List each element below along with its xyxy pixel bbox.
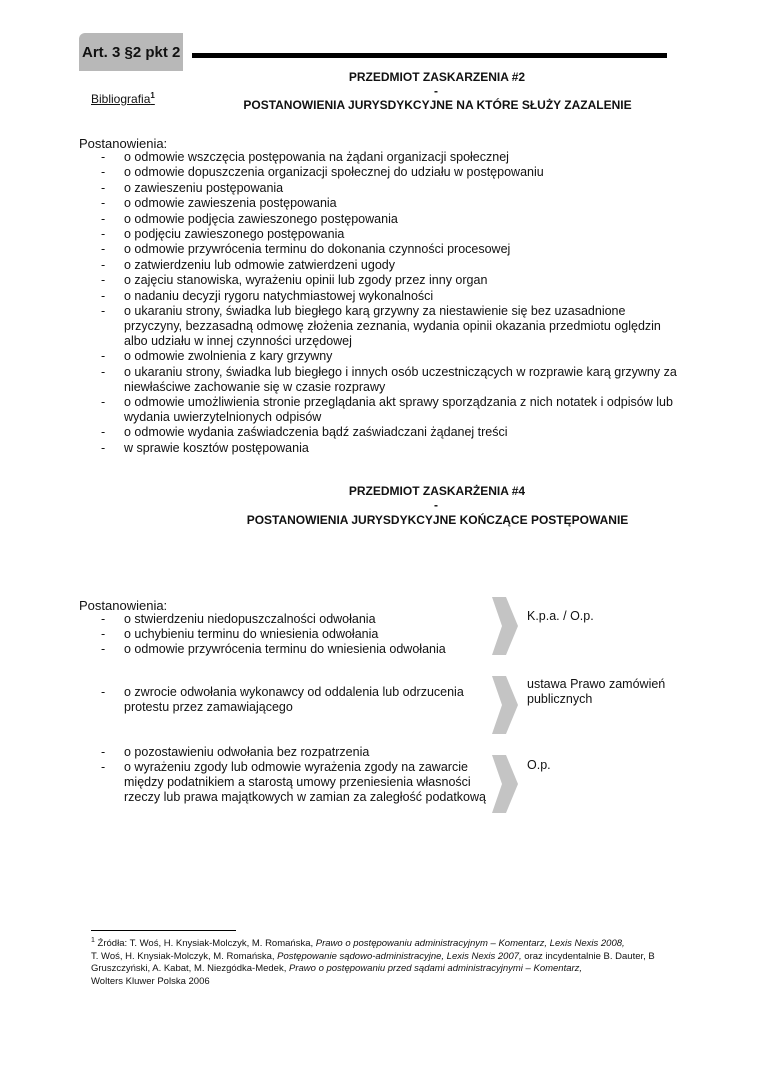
list-item: - o zajęciu stanowiska, wyrażeniu opinii lub zgody przez inny organ [79,273,679,288]
section2-list-label: Postanowienia: [79,136,168,151]
list-item: - o odmowie przywrócenia terminu do wniesienia odwołania [79,642,499,657]
list-item: - o uchybieniu terminu do wniesienia odwołania [79,627,499,642]
footnote-text: Źródła: T. Woś, H. Knysiak-Molczyk, M. Romańska, [97,938,316,950]
list-item: - o odmowie przywrócenia terminu do dokonania czynności procesowej [79,242,679,257]
section4-list-label: Postanowienia: [79,598,168,613]
footnote-title: Prawo o postępowaniu przed sądami administracyjnymi – Komentarz, [289,963,583,975]
list-item: - o nadaniu decyzji rygoru natychmiastowej wykonalności [79,289,679,304]
footnote [91,935,681,988]
list-item: - o odmowie dopuszczenia organizacji społecznej do udziału w postępowaniu [79,165,679,180]
list-item: - w sprawie kosztów postępowania [79,441,679,456]
section4-title: PRZEDMIOT ZASKARŻENIA #4 [348,484,526,498]
chevron-right-icon [492,597,518,655]
list-item: - o zawieszeniu postępowania [79,181,679,196]
section2-dash: - [434,84,438,98]
bibliography-label: Bibliografia [91,92,151,106]
list-item: - o wyrażeniu zgody lub odmowie wyrażenia zgody na zawarcie między podatnikiem a starostą umowy przeniesienia własności rzeczy lub prawa majątkowych w zamian za zaległość podatkową [79,760,499,805]
footnote-rule [91,930,236,931]
footnote-text: oraz incydentalnie B. Dauter, B Gruszczyński, A. Kabat, M. Niezgódka-Medek, [91,950,655,975]
section4-subtitle: POSTANOWIENIA JURYSDYKCYJNE KOŃCZĄCE POSTĘPOWANIE [246,513,629,527]
section4-group-1-list [79,612,499,657]
chevron-right-icon [492,755,518,813]
section2-title: PRZEDMIOT ZASKARZENIA #2 [348,70,526,84]
list-item: - o zatwierdzeniu lub odmowie zatwierdzeni ugody [79,258,679,273]
section2-list [79,150,679,456]
section4-dash: - [434,498,438,512]
list-item: - o odmowie wszczęcia postępowania na żądani organizacji społecznej [79,150,679,165]
list-item: - o odmowie umożliwienia stronie przeglądania akt sprawy sporządzania z nich notatek i odpisów lub wydania uwierzytelnionych odpisów [79,395,679,425]
list-item: - o stwierdzeniu niedopuszczalności odwołania [79,612,499,627]
footnote-text: T. Woś, H. Knysiak-Molczyk, M. Romańska, [91,950,278,962]
footnote-text: Wolters Kluwer Polska 2006 [91,975,210,987]
bibliography-link[interactable] [91,91,155,106]
list-item: - o pozostawieniu odwołania bez rozpatrzenia [79,745,499,760]
section2-subtitle: POSTANOWIENIA JURYSDYKCYJNE NA KTÓRE SŁUŻY ZAZALENIE [243,98,632,112]
section4-group-2-target: ustawa Prawo zamówień publicznych [527,677,666,706]
header-rule [192,53,667,58]
list-item: - o odmowie wydania zaświadczenia bądź zaświadczani żądanej treści [79,425,679,440]
list-item: - o zwrocie odwołania wykonawcy od oddalenia lub odrzucenia protestu przez zamawiającego [79,685,499,715]
section4-group-2-list [79,685,499,715]
list-item: - o odmowie zwolnienia z kary grzywny [79,349,679,364]
list-item: - o odmowie podjęcia zawieszonego postępowania [79,212,679,227]
section4-group-1-target: K.p.a. / O.p. [527,609,594,623]
footnote-title: Postępowanie sądowo-administracyjne, Lexis Nexis 2007, [277,950,522,962]
list-item: - o ukaraniu strony, świadka lub biegłego i innych osób uczestniczących w rozprawie karą grzywny za niewłaściwe zachowanie się w czasie rozprawy [79,365,679,395]
list-item: - o podjęciu zawieszonego postępowania [79,227,679,242]
section4-group-3-target: O.p. [527,758,551,772]
article-tab: Art. 3 §2 pkt 2 [79,33,183,71]
footnote-title: Prawo o postępowaniu administracyjnym – Komentarz, Lexis Nexis 2008, [315,938,625,950]
footnote-ref[interactable]: 1 [150,91,155,100]
list-item: - o ukaraniu strony, świadka lub biegłego karą grzywny za niestawienie się bez uzasadnione przyczyny, bezzasadną odmowę złożenia zeznania, wydania opinii okazania przedmiotu oględzin albo udziału w innej czynności urzędowej [79,304,679,349]
footnote-number: 1 [91,937,95,944]
chevron-right-icon [492,676,518,734]
list-item: - o odmowie zawieszenia postępowania [79,196,679,211]
section4-group-3-list [79,745,499,805]
